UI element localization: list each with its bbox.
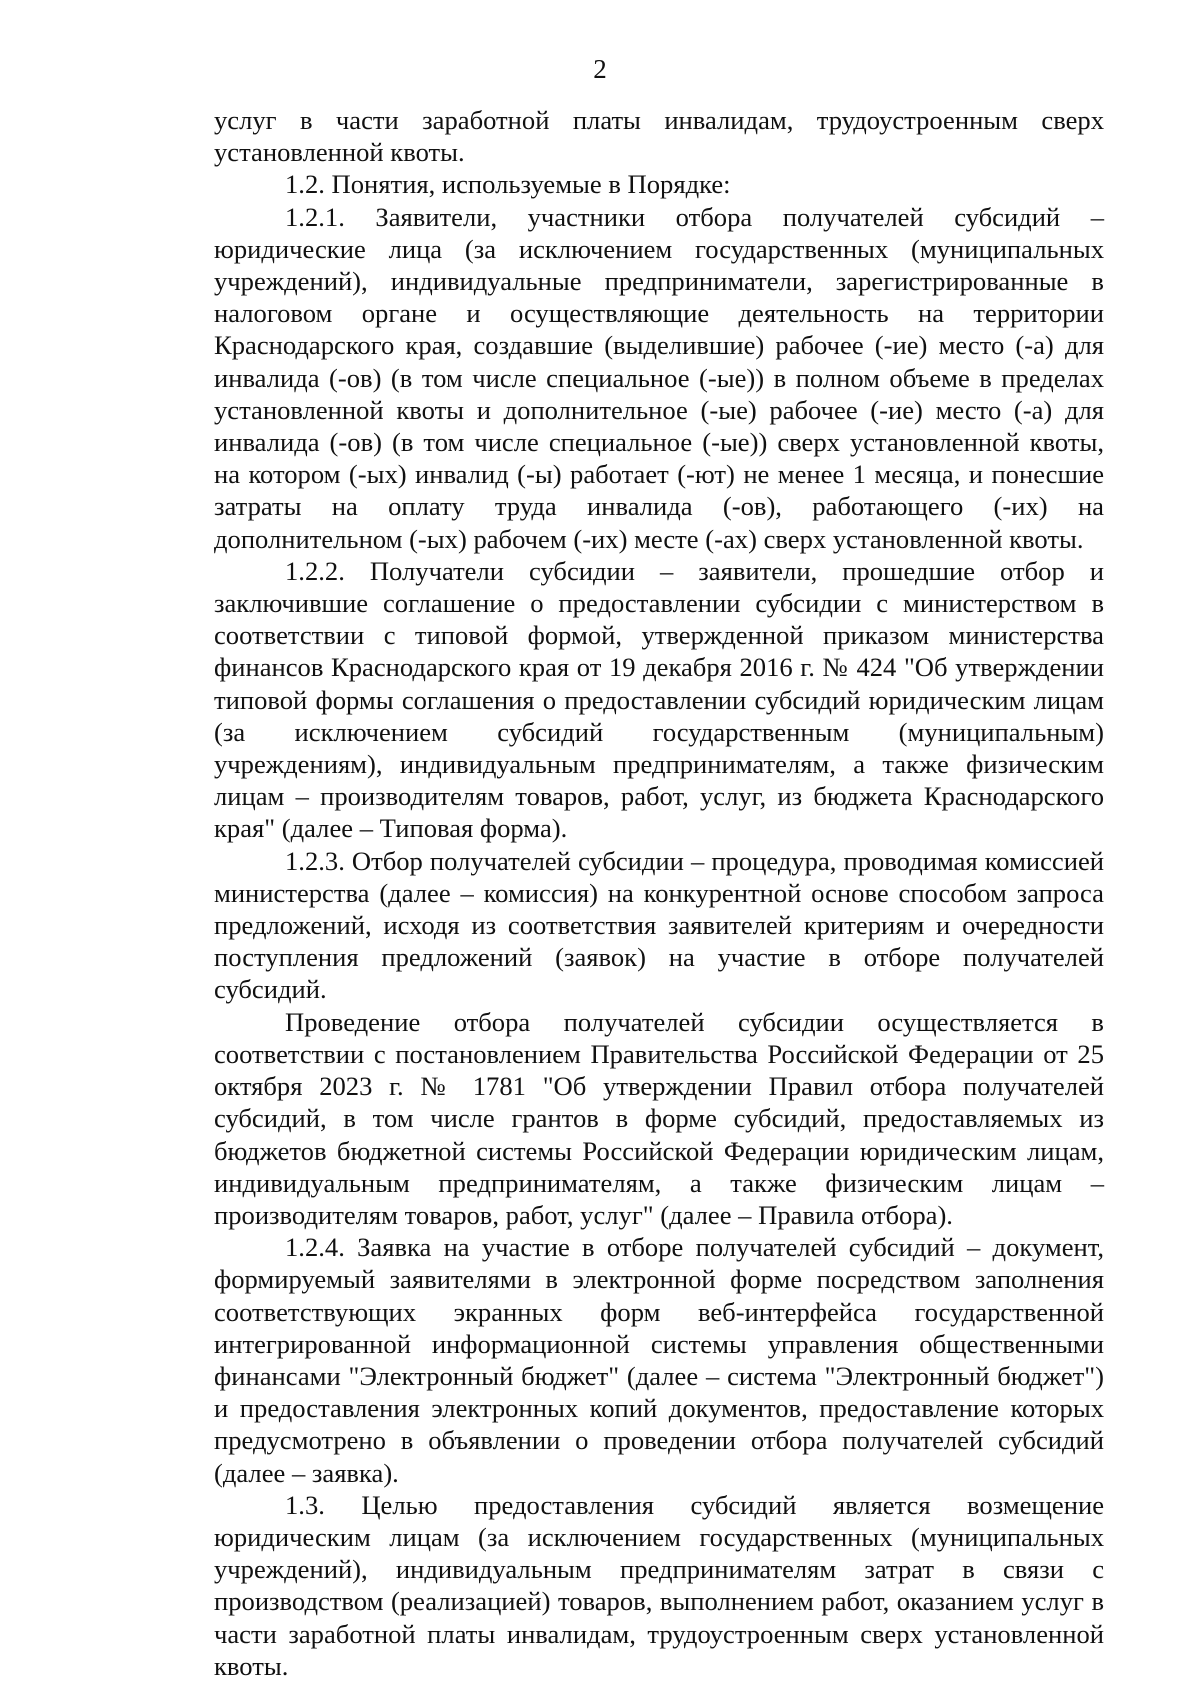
paragraph-selection-procedure: Проведение отбора получателей субсидии осуществляется в соответствии с постановлением Правительства Российской Федерации от 25 октября 2023 г. № 1781 "Об утверждении Правил отбора получателей субсидий, в том числе грантов в форме субсидий, предоставляемых из бюджетов бюджетной системы Российской Федерации юридическим лицам, индивидуальным предпринимателям, а также физическим лицам – производителям товаров, работ, услуг" (далее – Правила отбора).	[214, 1006, 1104, 1230]
paragraph-1-2-3: 1.2.3. Отбор получателей субсидии – процедура, проводимая комиссией министерства (далее – комиссия) на конкурентной основе способом запроса предложений, исходя из соответствия заявителей критериям и очередности поступления предложений (заявок) на участие в отборе получателей субсидий.	[214, 845, 1104, 1005]
paragraph-1-2-2: 1.2.2. Получатели субсидии – заявители, прошедшие отбор и заключившие соглашение о предоставлении субсидии с министерством в соответствии с типовой формой, утвержденной приказом министерства финансов Краснодарского края от 19 декабря 2016 г. № 424 "Об утверждении типовой формы соглашения о предоставлении субсидий юридическим лицам (за исключением субсидий государственным (муниципальным) учреждениям), индивидуальным предпринимателям, а также физическим лицам – производителям товаров, работ, услуг, из бюджета Краснодарского края" (далее – Типовая форма).	[214, 555, 1104, 844]
paragraph-1-2: 1.2. Понятия, используемые в Порядке:	[285, 169, 731, 200]
paragraph-1-3: 1.3. Целью предоставления субсидий является возмещение юридическим лицам (за исключением государственных (муниципальных учреждений), индивидуальным предпринимателям затрат в связи с производством (реализацией) товаров, выполнением работ, оказанием услуг в части заработной платы инвалидам, трудоустроенным сверх установленной квоты.	[214, 1489, 1104, 1681]
document-body	[214, 104, 1104, 1682]
paragraph-continuation: услуг в части заработной платы инвалидам, трудоустроенным сверх установленной квоты.	[214, 105, 1104, 168]
paragraph-1-2-4: 1.2.4. Заявка на участие в отборе получателей субсидий – документ, формируемый заявителями в электронной форме посредством заполнения соответствующих экранных форм веб-интерфейса государственной интегрированной информационной системы управления общественными финансами "Электронный бюджет" (далее – система "Электронный бюджет") и предоставления электронных копий документов, предоставление которых предусмотрено в объявлении о проведении отбора получателей субсидий (далее – заявка).	[214, 1232, 1104, 1488]
page-number: 2	[593, 54, 607, 84]
paragraph-1-2-1: 1.2.1. Заявители, участники отбора получателей субсидий – юридические лица (за исключением государственных (муниципальных учреждений), индивидуальные предприниматели, зарегистрированные в налоговом органе и осуществляющие деятельность на территории Краснодарского края, создавшие (выделившие) рабочее (-ие) место (-а) для инвалида (-ов) (в том числе специальное (-ые)) в полном объеме в пределах установленной квоты и дополнительное (-ые) рабочее (-ие) место (-а) для инвалида (-ов) (в том числе специальное (-ые)) сверх установленной квоты, на котором (-ых) инвалид (-ы) работает (-ют) не менее 1 месяца, и понесшие затраты на оплату труда инвалида (-ов), работающего (-их) на дополнительном (-ых) рабочем (-их) месте (-ах) сверх установленной квоты.	[214, 201, 1104, 554]
